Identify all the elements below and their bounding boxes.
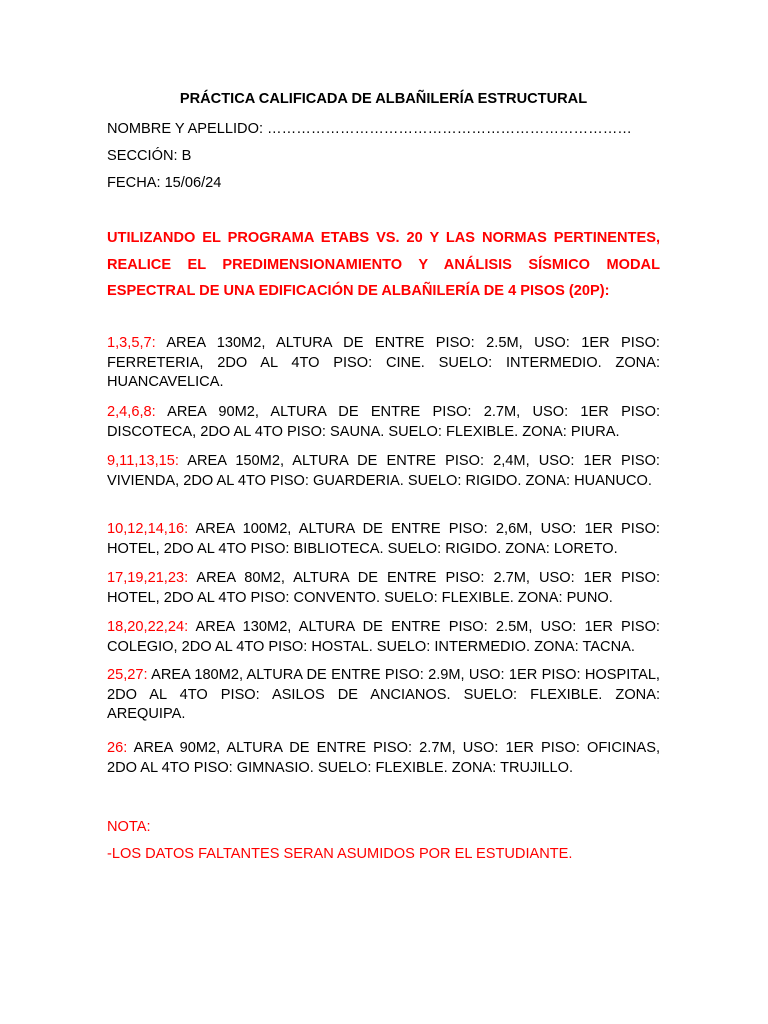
assignment-item	[107, 520, 660, 559]
item-text: AREA 130M2, ALTURA DE ENTRE PISO: 2.5M, USO: 1ER PISO: COLEGIO, 2DO AL 4TO PISO: HOSTAL. SUELO: INTERMEDIO. ZONA: TACNA.	[107, 619, 660, 655]
assignment-item	[107, 569, 660, 608]
section-line: SECCIÓN: B	[107, 148, 192, 164]
item-code: 25,27:	[107, 667, 148, 683]
name-line: NOMBRE Y APELLIDO: …………………………………………………………………	[107, 121, 632, 137]
item-text: AREA 90M2, ALTURA DE ENTRE PISO: 2.7M, USO: 1ER PISO: OFICINAS, 2DO AL 4TO PISO: GIMNASIO. SUELO: FLEXIBLE. ZONA: TRUJILLO.	[107, 740, 660, 776]
item-code: 9,11,13,15:	[107, 453, 179, 469]
document-title: PRÁCTICA CALIFICADA DE ALBAÑILERÍA ESTRUCTURAL	[179, 91, 588, 107]
item-code: 17,19,21,23:	[107, 570, 189, 586]
instruction-line: REALICE EL PREDIMENSIONAMIENTO Y ANÁLISIS SÍSMICO MODAL	[107, 256, 660, 273]
date-line: FECHA: 15/06/24	[107, 175, 222, 191]
assignment-item	[107, 739, 660, 778]
note-label: NOTA:	[107, 819, 151, 835]
assignment-item	[107, 403, 660, 442]
note-text: -LOS DATOS FALTANTES SERAN ASUMIDOS POR EL ESTUDIANTE.	[107, 846, 573, 862]
item-text: AREA 100M2, ALTURA DE ENTRE PISO: 2,6M, USO: 1ER PISO: HOTEL, 2DO AL 4TO PISO: BIBLIOTECA. SUELO: RIGIDO. ZONA: LORETO.	[107, 521, 660, 557]
item-code: 18,20,22,24:	[107, 619, 189, 635]
item-text: AREA 80M2, ALTURA DE ENTRE PISO: 2.7M, USO: 1ER PISO: HOTEL, 2DO AL 4TO PISO: CONVENTO. SUELO: FLEXIBLE. ZONA: PUNO.	[107, 570, 660, 606]
instruction-line: ESPECTRAL DE UNA EDIFICACIÓN DE ALBAÑILERÍA DE 4 PISOS (20P):	[107, 283, 610, 299]
instruction-block	[107, 225, 660, 305]
assignment-item	[107, 618, 660, 657]
item-text: AREA 150M2, ALTURA DE ENTRE PISO: 2,4M, USO: 1ER PISO: VIVIENDA, 2DO AL 4TO PISO: GUARDERIA. SUELO: RIGIDO. ZONA: HUANUCO.	[107, 453, 660, 489]
instruction-line: UTILIZANDO EL PROGRAMA ETABS VS. 20 Y LAS NORMAS PERTINENTES,	[107, 230, 660, 246]
assignment-item	[107, 666, 660, 725]
item-text: AREA 90M2, ALTURA DE ENTRE PISO: 2.7M, USO: 1ER PISO: DISCOTECA, 2DO AL 4TO PISO: SAUNA. SUELO: FLEXIBLE. ZONA: PIURA.	[107, 404, 660, 440]
item-code: 2,4,6,8:	[107, 404, 156, 420]
item-text: AREA 130M2, ALTURA DE ENTRE PISO: 2.5M, USO: 1ER PISO: FERRETERIA, 2DO AL 4TO PISO: CINE. SUELO: INTERMEDIO. ZONA: HUANCAVELICA.	[107, 335, 660, 390]
item-text: AREA 180M2, ALTURA DE ENTRE PISO: 2.9M, USO: 1ER PISO: HOSPITAL, 2DO AL 4TO PISO: ASILOS DE ANCIANOS. SUELO: FLEXIBLE. ZONA: AREQUIPA.	[107, 667, 660, 722]
assignment-item	[107, 452, 660, 491]
item-code: 1,3,5,7:	[107, 335, 156, 351]
item-code: 10,12,14,16:	[107, 521, 189, 537]
assignment-item	[107, 334, 660, 393]
item-code: 26:	[107, 740, 128, 756]
